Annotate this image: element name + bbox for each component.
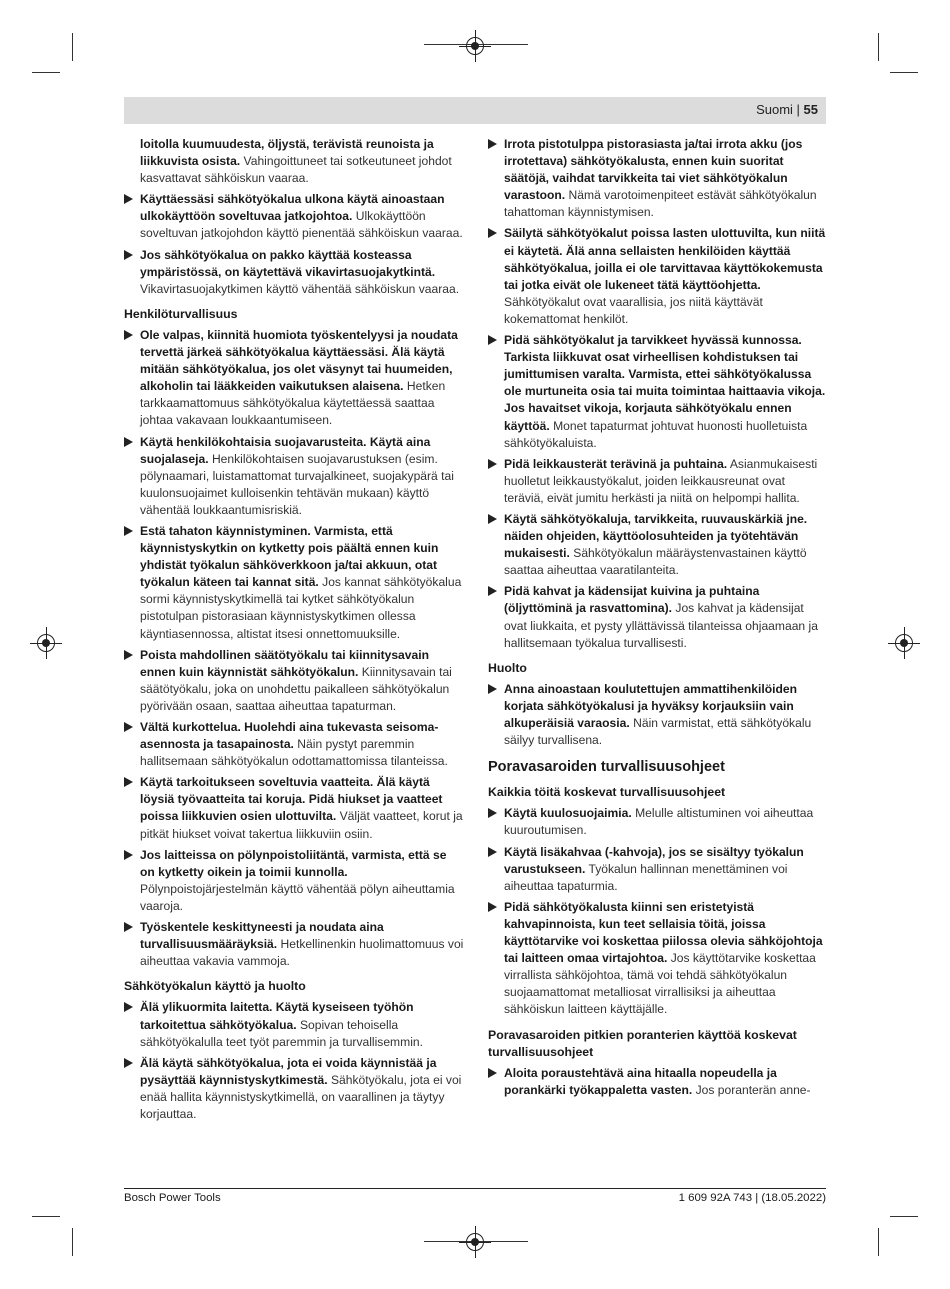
body-text: Väljät vaatteet, korut ja pitkät hiukset voivat takertua liikkuviin osiin. — [140, 809, 463, 841]
bullet-arrow-icon — [124, 250, 133, 260]
bullet-arrow-icon — [124, 850, 133, 860]
body-text: Sähkötyökalun määräystenvastainen käyttö saattaa aiheuttaa vaaratilanteita. — [504, 546, 807, 578]
bold-text: Poista mahdollinen säätötyökalu tai kiinnitysavain ennen kuin käynnistät sähkötyökalun. — [140, 647, 429, 679]
list-item — [124, 523, 464, 643]
bold-text: loitolla kuumuudesta, öljystä, terävistä reunoista ja liikkuvista osista. — [140, 137, 434, 169]
body-text: Henkilökohtaisen suojavarustuksen (esim. pölynaamari, luistamattomat turvajalkineet, suojakypärä tai kuulonsuojaimet kulloisenkin tehtävän mukaan) käyttö vähentää loukkaantumisriskiä. — [140, 451, 454, 517]
list-item — [488, 899, 828, 1019]
list-group — [488, 1065, 828, 1099]
list-item — [488, 332, 828, 452]
list-group — [488, 805, 828, 1018]
header-text: Suomi | 55 — [756, 102, 818, 117]
crop-mark — [878, 1228, 879, 1256]
bullet-arrow-icon — [124, 194, 133, 204]
list-item — [124, 919, 464, 970]
crop-mark — [72, 1228, 73, 1256]
footer-doc-number: 1 609 92A 743 | (18.05.2022) — [678, 1192, 826, 1204]
bold-text: Pidä kahvat ja kädensijat kuivina ja puhtaina (öljyttöminä ja rasvattomina). — [504, 584, 760, 616]
chapter-heading: Poravasaroiden turvallisuusohjeet — [488, 759, 725, 776]
bullet-arrow-icon — [488, 586, 497, 596]
footer-rule — [124, 1188, 826, 1189]
list-item — [488, 805, 828, 839]
bullet-arrow-icon — [488, 459, 497, 469]
right-column — [488, 136, 828, 1103]
body-text: Ulkokäyttöön soveltuvan jatkojohdon käyttö pienentää sähköiskun vaaraa. — [140, 209, 463, 241]
body-text: Työkalun hallinnan menettäminen voi aiheuttaa tapaturmia. — [504, 861, 788, 893]
bold-text: Käytä lisäkahvaa (-kahvoja), jos se sisältyy työkalun varustukseen. — [504, 844, 804, 876]
bold-text: Irrota pistotulppa pistorasiasta ja/tai irrota akku (jos irrotettava) sähkötyökalusta, ennen kuin suoritat säätöjä, vaihdat tarvikkeita tai viet sähkötyökalun varastoon. — [504, 137, 803, 203]
page-header — [124, 97, 826, 124]
section-heading: Sähkötyökalun käyttö ja huolto — [124, 979, 306, 994]
body-text: Jos kahvat ja kädensijat ovat liukkaita, et pysty yllättävissä tilanteissa ohjaamaan ja hallitsemaan työkalua turvallisesti. — [504, 601, 818, 650]
bullet-arrow-icon — [488, 808, 497, 818]
bold-text: Pidä sähkötyökalut ja tarvikkeet hyvässä kunnossa. Tarkista liikkuvat osat virheellisen kohdistuksen tai jumittumisen varalta. Varmista, ettei sähkötyökalussa ole murtuneita osia tai muita toimintaa haittaavia vikoja. Jos havaitset vikoja, korjauta sähkötyökalu ennen käyttöä. — [504, 333, 826, 433]
list-group — [488, 136, 828, 652]
list-item — [124, 247, 464, 298]
header-section: Suomi — [756, 102, 793, 117]
bold-text: Jos laitteissa on pölynpoistoliitäntä, varmista, että se on kytketty oikein ja toimii kunnolla. — [140, 847, 447, 879]
body-text: Jos kannat sähkötyökalua sormi käynnistyskytkimellä tai kytket sähkötyökalun pistotulpan pistorasiaan käynnistyskytkimen ollessa käyntiasennossa, altistat itsesi onnettomuuksille. — [140, 575, 462, 641]
body-text: Monet tapaturmat johtuvat huonosti huolletuista sähkötyökaluista. — [504, 418, 808, 450]
body-text: Hetken tarkkaamattomuus sähkötyökalua käytettäessä saattaa johtaa vakavaan loukkaantumiseen. — [140, 379, 446, 428]
list-item — [124, 719, 464, 770]
bullet-arrow-icon — [488, 1068, 497, 1078]
crop-mark — [32, 72, 60, 73]
body-text: Vikavirtasuojakytkimen käyttö vähentää sähköiskun vaaraa. — [140, 281, 460, 296]
section-heading: Kaikkia töitä koskevat turvallisuusohjeet — [488, 785, 726, 800]
list-item — [124, 647, 464, 715]
list-group — [124, 327, 464, 970]
bullet-arrow-icon — [124, 526, 133, 536]
body-text: Nämä varotoimenpiteet estävät sähkötyökalun tahattoman käynnistymisen. — [504, 188, 817, 220]
registration-mark-icon — [466, 1233, 484, 1251]
bullet-arrow-icon — [488, 139, 497, 149]
bullet-arrow-icon — [488, 902, 497, 912]
bold-text: Älä käytä sähkötyökalua, jota ei voida käynnistää ja pysäyttää käynnistyskytkimestä. — [140, 1055, 437, 1087]
crop-mark — [72, 33, 73, 61]
bullet-arrow-icon — [124, 1002, 133, 1012]
body-text: Melulle altistuminen voi aiheuttaa kuuroutumisen. — [504, 806, 814, 838]
bold-text: Käytä sähkötyökaluja, tarvikkeita, ruuvauskärkiä jne. näiden ohjeiden, käyttöolosuhteiden ja työtehtävän mukaisesti. — [504, 511, 808, 561]
section-heading: Henkilöturvallisuus — [124, 306, 238, 321]
bullet-arrow-icon — [488, 847, 497, 857]
bullet-arrow-icon — [124, 650, 133, 660]
list-item — [488, 225, 828, 328]
bullet-arrow-icon — [124, 722, 133, 732]
body-text: Kiinnitysavain tai säätötyökalu, joka on unohdettu paikalleen sähkötyökalun pyörivään osaan, saattaa aiheuttaa tapaturman. — [140, 664, 452, 713]
list-group — [124, 191, 464, 298]
body-text: Näin pystyt paremmin hallitsemaan sähkötyökalun odottamattomissa tilanteissa. — [140, 737, 448, 769]
crop-mark — [32, 1216, 60, 1217]
body-text: Vahingoittuneet tai sotkeutuneet johdot kasvattavat sähköiskun vaaraa. — [140, 154, 452, 186]
bold-text: Vältä kurkottelua. Huolehdi aina tukevasta seisoma-asennosta ja tasapainosta. — [140, 720, 439, 752]
bold-text: Ole valpas, kiinnitä huomiota työskentelyysi ja noudata tervettä järkeä sähkötyökalua käyttäessäsi. Älä käytä mitään sähkötyökalua, jos olet väsynyt tai huumeiden, alkoholin tai lääkkeiden vaikutuksen alaisena. — [140, 327, 458, 394]
bold-text: Käytä henkilökohtaisia suojavarusteita. Käytä aina suojalaseja. — [140, 434, 431, 466]
bold-text: Estä tahaton käynnistyminen. Varmista, että käynnistyskytkin on kytketty pois päältä ennen kuin yhdistät työkalun sähköverkkoon ja/tai akkuun, otat työkalun käteen tai kannat sitä. — [140, 523, 439, 590]
bold-text: Käytä kuulosuojaimia. — [504, 806, 632, 821]
bold-text: Käyttäessäsi sähkötyökalua ulkona käytä ainoastaan ulkokäyttöön soveltuvaa jatkojohtoa. — [140, 192, 445, 224]
crop-mark — [890, 1216, 918, 1217]
body-text: Hetkellinenkin huolimattomuus voi aiheuttaa vakavia vammoja. — [140, 937, 464, 969]
bold-text: Jos sähkötyökalua on pakko käyttää kosteassa ympäristössä, on käytettävä vikavirtasuojakytkintä. — [140, 247, 436, 279]
footer-publisher: Bosch Power Tools — [124, 1192, 221, 1204]
continued-paragraph — [140, 136, 464, 187]
body-text: Sähkötyökalu, jota ei voi enää hallita käynnistyskytkimellä, on vaarallinen ja täytyy korjauttaa. — [140, 1072, 462, 1121]
bullet-arrow-icon — [124, 330, 133, 340]
list-item — [488, 583, 828, 651]
list-item — [124, 434, 464, 519]
list-item — [488, 1065, 828, 1099]
bullet-arrow-icon — [124, 1058, 133, 1068]
list-group — [124, 999, 464, 1123]
bullet-arrow-icon — [488, 684, 497, 694]
bullet-arrow-icon — [488, 335, 497, 345]
list-item — [488, 456, 828, 507]
bullet-arrow-icon — [488, 228, 497, 238]
registration-mark-icon — [37, 634, 55, 652]
list-item — [124, 191, 464, 242]
body-text: Näin varmistat, että sähkötyökalu säilyy turvallisena. — [504, 716, 812, 748]
body-text: Pölynpoistojärjestelmän käyttö vähentää pölyn aiheuttamia vaaroja. — [140, 881, 455, 913]
list-item — [488, 844, 828, 895]
bold-text: Älä ylikuormita laitetta. Käytä kyseiseen työhön tarkoitettua sähkötyökalua. — [140, 1000, 414, 1032]
bold-text: Anna ainoastaan koulutettujen ammattihenkilöiden korjata sähkötyökalusi ja hyväksy korjauksiin vain alkuperäisiä varaosia. — [504, 681, 797, 730]
body-text: Sähkötyökalut ovat vaarallisia, jos niitä käyttävät kokemattomat henkilöt. — [504, 294, 763, 326]
list-item — [124, 999, 464, 1050]
bold-text: Pidä leikkausterät terävinä ja puhtaina. — [504, 456, 728, 471]
list-item — [488, 681, 828, 749]
bold-text: Säilytä sähkötyökalut poissa lasten ulottuvilta, kun niitä ei käytetä. Älä anna sellaisten henkilöiden käyttää sähkötyökalua, joilla ei ole tarvittavaa käyttökokemusta tai jotka eivät ole lukeneet tätä käyttöohjetta. — [504, 226, 826, 292]
body-text: Asianmukaisesti huolletut leikkaustyökalut, joiden leikkausreunat ovat teräviä, eivät jumitu herkästi ja niitä on helpompi hallita. — [504, 456, 818, 505]
list-item — [124, 847, 464, 915]
crop-mark — [878, 33, 879, 61]
bold-text: Käytä tarkoitukseen soveltuvia vaatteita. Älä käytä löysiä työvaatteita tai koruja. Pidä hiukset ja vaatteet poissa liikkuvien osien ulottuvilta. — [140, 775, 443, 824]
section-heading: Huolto — [488, 660, 527, 675]
list-item — [488, 511, 828, 579]
bullet-arrow-icon — [488, 514, 497, 524]
list-item — [124, 327, 464, 430]
bullet-arrow-icon — [124, 437, 133, 447]
bullet-arrow-icon — [124, 922, 133, 932]
registration-mark-icon — [466, 37, 484, 55]
bold-text: Aloita poraustehtävä aina hitaalla nopeudella ja porankärki työkappaletta vasten. — [504, 1065, 777, 1097]
body-text: Sopivan tehoisella sähkötyökalulla teet työt paremmin ja turvallisemmin. — [140, 1017, 423, 1049]
list-item — [488, 136, 828, 221]
bold-text: Pidä sähkötyökalusta kiinni sen eristetyistä kahvapinnoista, kun teet sellaisia töitä, joissa käyttötarvike voi koskettaa piilossa olevia sähköjohtoja tai laitteen omaa virtajohtoa. — [504, 899, 823, 966]
list-group — [488, 681, 828, 749]
section-heading: Poravasaroiden pitkien poranterien käyttöä koskevat turvallisuusohjeet — [488, 1027, 797, 1059]
body-text: Jos poranterän anne- — [695, 1082, 811, 1097]
body-text: Jos käyttötarvike koskettaa virrallista sähköjohtoa, tämä voi tehdä sähkötyökalun suojaamattomat metalliosat virrallisiksi ja aiheuttaa sähköiskun laitteen käyttäjälle. — [504, 951, 816, 1017]
list-item — [124, 1055, 464, 1123]
list-item — [124, 774, 464, 842]
left-column — [124, 136, 464, 1127]
page-number: 55 — [803, 102, 818, 117]
bullet-arrow-icon — [124, 777, 133, 787]
registration-mark-icon — [895, 634, 913, 652]
crop-mark — [890, 72, 918, 73]
bold-text: Työskentele keskittyneesti ja noudata aina turvallisuusmääräyksiä. — [140, 920, 384, 952]
